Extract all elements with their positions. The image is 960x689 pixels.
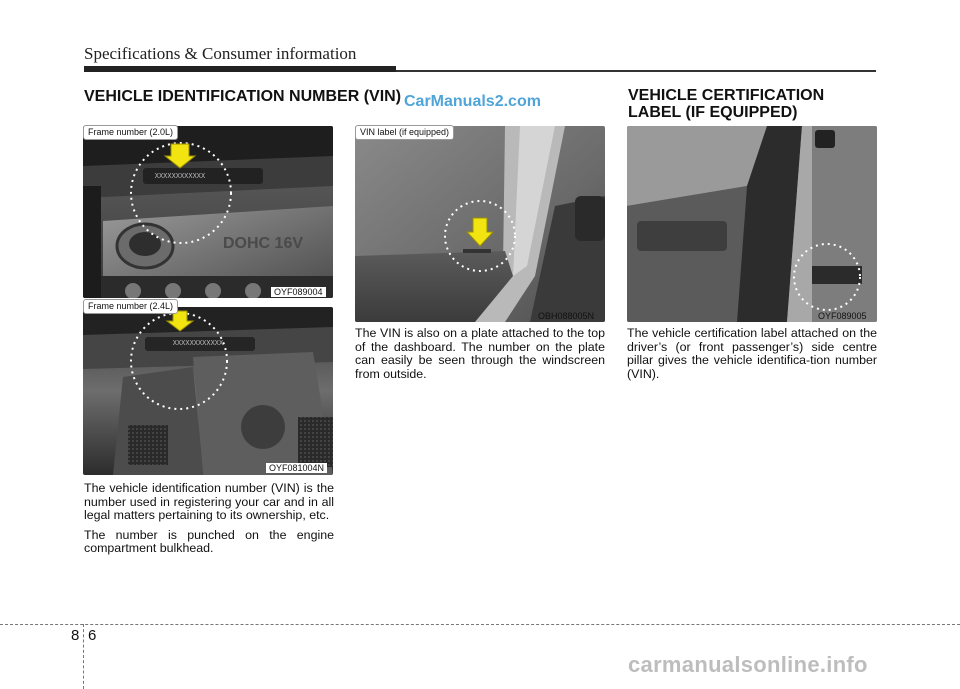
cert-paragraph-1: The vehicle certification label attached on the driver’s (or front passenger’s) side centre pillar gives the vehicle identifica-tion number (VIN).: [627, 326, 877, 381]
vin-plate-2-4l: XXXXXXXXXXXX: [172, 340, 224, 348]
vin-paragraph-2: The number is punched on the engine compartment bulkhead.: [84, 527, 334, 556]
engine-2-0l-photo: [83, 126, 333, 298]
figure-code-dashboard: OBH088005N: [538, 311, 595, 321]
chapter-number: 8: [71, 627, 80, 644]
page-number: 6: [88, 627, 97, 644]
figure-label-2-0l: Frame number (2.0L): [83, 125, 178, 140]
figure-label-2-4l: Frame number (2.4L): [83, 299, 178, 314]
pillar-illustration: [627, 126, 877, 322]
header-title: Specifications & Consumer information: [84, 44, 357, 63]
figure-code-2-0l: OYF089004: [271, 287, 326, 297]
cert-section-heading: [628, 87, 824, 121]
footer-dashed-divider: [83, 624, 84, 689]
footer-dashed-rule: [0, 624, 960, 625]
figure-label-dashboard: VIN label (if equipped): [355, 125, 454, 140]
dashboard-illustration: [355, 126, 605, 322]
engine-2-4l-illustration: [83, 307, 333, 475]
vin-description: [84, 482, 334, 562]
pillar-photo: [627, 126, 877, 322]
cert-heading-line2: LABEL (IF EQUIPPED): [628, 104, 798, 121]
figure-code-2-4l: OYF081004N: [266, 463, 327, 473]
dashboard-photo: [355, 126, 605, 322]
dohc-engraving: DOHC 16V: [222, 235, 304, 252]
cert-heading-line1: VEHICLE CERTIFICATION: [628, 87, 825, 104]
vin-section-heading: VEHICLE IDENTIFICATION NUMBER (VIN): [84, 88, 402, 105]
header-bar: [84, 66, 396, 72]
figure-code-pillar: OYF089005: [818, 311, 867, 321]
vin-plate-2-0l: XXXXXXXXXXXX: [154, 173, 206, 181]
vin-paragraph-1: The vehicle identification number (VIN) is the number used in registering your car and in all legal matters pertaining to its ownership, etc.: [84, 481, 334, 523]
engine-2-0l-illustration: [83, 126, 333, 298]
watermark-carmanuals[interactable]: CarManuals2.com: [404, 93, 541, 110]
header-rule: [396, 70, 876, 72]
footer-watermark: carmanualsonline.info: [628, 652, 868, 677]
engine-2-4l-photo: [83, 307, 333, 475]
cert-description: [627, 327, 877, 387]
dashboard-paragraph-1: The VIN is also on a plate attached to the top of the dashboard. The number on the plate can easily be seen through the windscreen from outside.: [355, 326, 605, 381]
dashboard-description: [355, 327, 605, 387]
